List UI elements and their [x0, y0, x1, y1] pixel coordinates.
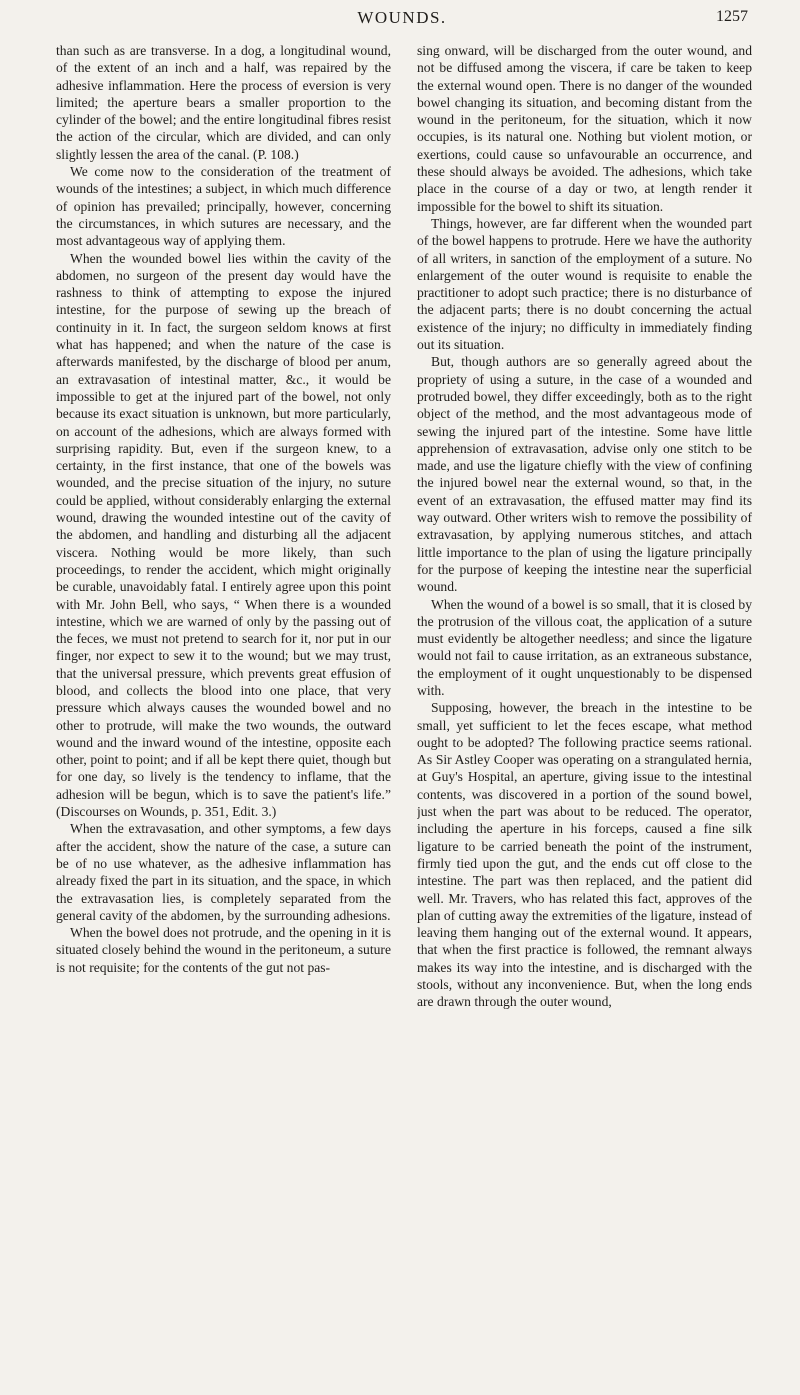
- paragraph: Supposing, however, the breach in the intestine to be small, yet sufficient to let the feces escape, what method ought to be adopted? The following practice seems rational. As Sir Astley Cooper was operating on a strangulated hernia, at Guy's Hospital, an aperture, giving issue to the intestinal contents, was discovered in a portion of the sound bowel, just when the part was about to be reduced. The operator, including the aperture in his forceps, caused a fine silk ligature to be carried beneath the point of the instrument, firmly tied upon the gut, and the ends cut off close to the intestine. The part was then replaced, and the patient did well. Mr. Travers, who has related this fact, approves of the plan of cutting away the extremities of the ligature, instead of leaving them hanging out of the external wound. It appears, that when the first practice is followed, the remnant always makes its way into the intestine, and is discharged with the stools, without any inconvenience. But, when the long ends are drawn through the outer wound,: [417, 700, 752, 1010]
- paragraph: When the wounded bowel lies within the cavity of the abdomen, no surgeon of the present day would have the rashness to think of attempting to expose the injured intestine, for the purpose of sewing up the breach of continuity in it. In fact, the surgeon seldom knows at first what has happened; and when the nature of the case is afterwards manifested, by the discharge of blood per anum, an extravasation of intestinal matter, &c., it would be impossible to get at the injured part of the bowel, not only because its exact situation is unknown, but more particularly, on account of the adhesions, which are always formed with surprising rapidity. But, even if the surgeon knew, to a certainty, in the first instance, that one of the bowels was wounded, and the precise situation of the injury, no suture could be applied, without considerably enlarging the external wound, drawing the wounded intestine out of the cavity of the abdomen, and handling and disturbing all the adjacent viscera. Nothing would be more likely, than such proceedings, to render the accident, which might originally be curable, unavoidably fatal. I entirely agree upon this point with Mr. John Bell, who says, “ When there is a wounded intestine, which we are warned of only by the passing out of the feces, we must not pretend to search for it, nor put in our finger, nor expect to sew it to the wound; but we may trust, that the universal pressure, which prevents great effusion of blood, and collects the blood into one place, that very pressure which always causes the wounded bowel and no other to protrude, will make the two wounds, the outward wound and the inward wound of the intestine, opposite each other, point to point; and if all be kept there quiet, though but for one day, so lively is the tendency to inflame, that the adhesion will be begun, which is to save the patient's life.” (Discourses on Wounds, p. 351, Edit. 3.): [56, 250, 391, 820]
- right-column: [417, 42, 752, 1387]
- left-column: [56, 42, 391, 1387]
- paragraph: Things, however, are far different when the wounded part of the bowel happens to protrude. Here we have the authority of all writers, in sanction of the employment of a suture. No enlargement of the outer wound is requisite to enable the practitioner to adopt such practice; there is no disturbance of the adjacent parts; there is no doubt concerning the actual existence of the injury; no difficulty in immediately finding out its situation.: [417, 215, 752, 353]
- paragraph: We come now to the consideration of the treatment of wounds of the intestines; a subject, in which much difference of opinion has prevailed; principally, however, concerning the circumstances, in which sutures are necessary, and the most advantageous way of applying them.: [56, 164, 391, 249]
- paragraph: than such as are transverse. In a dog, a longitudinal wound, of the extent of an inch and a half, was repaired by the adhesive inflammation. Here the process of eversion is very limited; the aperture bears a smaller proportion to the cylinder of the bowel; and the entire longitudinal fibres resist the action of the circular, which are divided, and can only slightly lessen the area of the canal. (P. 108.): [56, 43, 391, 162]
- running-head: [56, 8, 748, 34]
- paragraph: When the bowel does not protrude, and the opening in it is situated closely behind the wound in the peritoneum, a suture is not requisite; for the contents of the gut not pas-: [56, 925, 391, 975]
- page-number: 1257: [716, 8, 748, 25]
- paragraph: sing onward, will be discharged from the outer wound, and not be diffused among the viscera, if care be taken to keep the external wound open. There is no danger of the wounded bowel changing its situation, and becoming distant from the wound in the peritoneum, for the situation, which it now occupies, is its natural one. Nothing but violent motion, or exertions, could cause so unfavourable an occurrence, and these should always be avoided. The adhesions, which take place in the course of a day or two, at length render it impossible for the bowel to shift its situation.: [417, 43, 752, 214]
- paragraph: When the extravasation, and other symptoms, a few days after the accident, show the nature of the case, a suture can be of no use whatever, as the adhesive inflammation has already fixed the part in its situation, and the space, in which the extravasation lies, is completely separated from the general cavity of the abdomen, by the surrounding adhesions.: [56, 821, 391, 923]
- paragraph: But, though authors are so generally agreed about the propriety of using a suture, in the case of a wounded and protruded bowel, they differ exceedingly, both as to the right object of the method, and the most advantageous mode of sewing the injured part of the intestine. Some have little apprehension of extravasation, advise only one stitch to be made, and use the ligature chiefly with the view of confining the injured bowel near the external wound, so that, in the event of an extravasation, the effused matter may find its way outward. Other writers wish to remove the possibility of extravasation, by applying numerous stitches, and attach little importance to the plan of using the ligature principally for the purpose of keeping the intestine near the superficial wound.: [417, 354, 752, 595]
- paragraph: When the wound of a bowel is so small, that it is closed by the protrusion of the villous coat, the application of a suture must evidently be altogether needless; and since the ligature would not fail to cause irritation, as an extraneous substance, the employment of it ought unquestionably to be dispensed with.: [417, 596, 752, 698]
- running-title: WOUNDS.: [357, 8, 447, 27]
- text-columns: [56, 42, 752, 1387]
